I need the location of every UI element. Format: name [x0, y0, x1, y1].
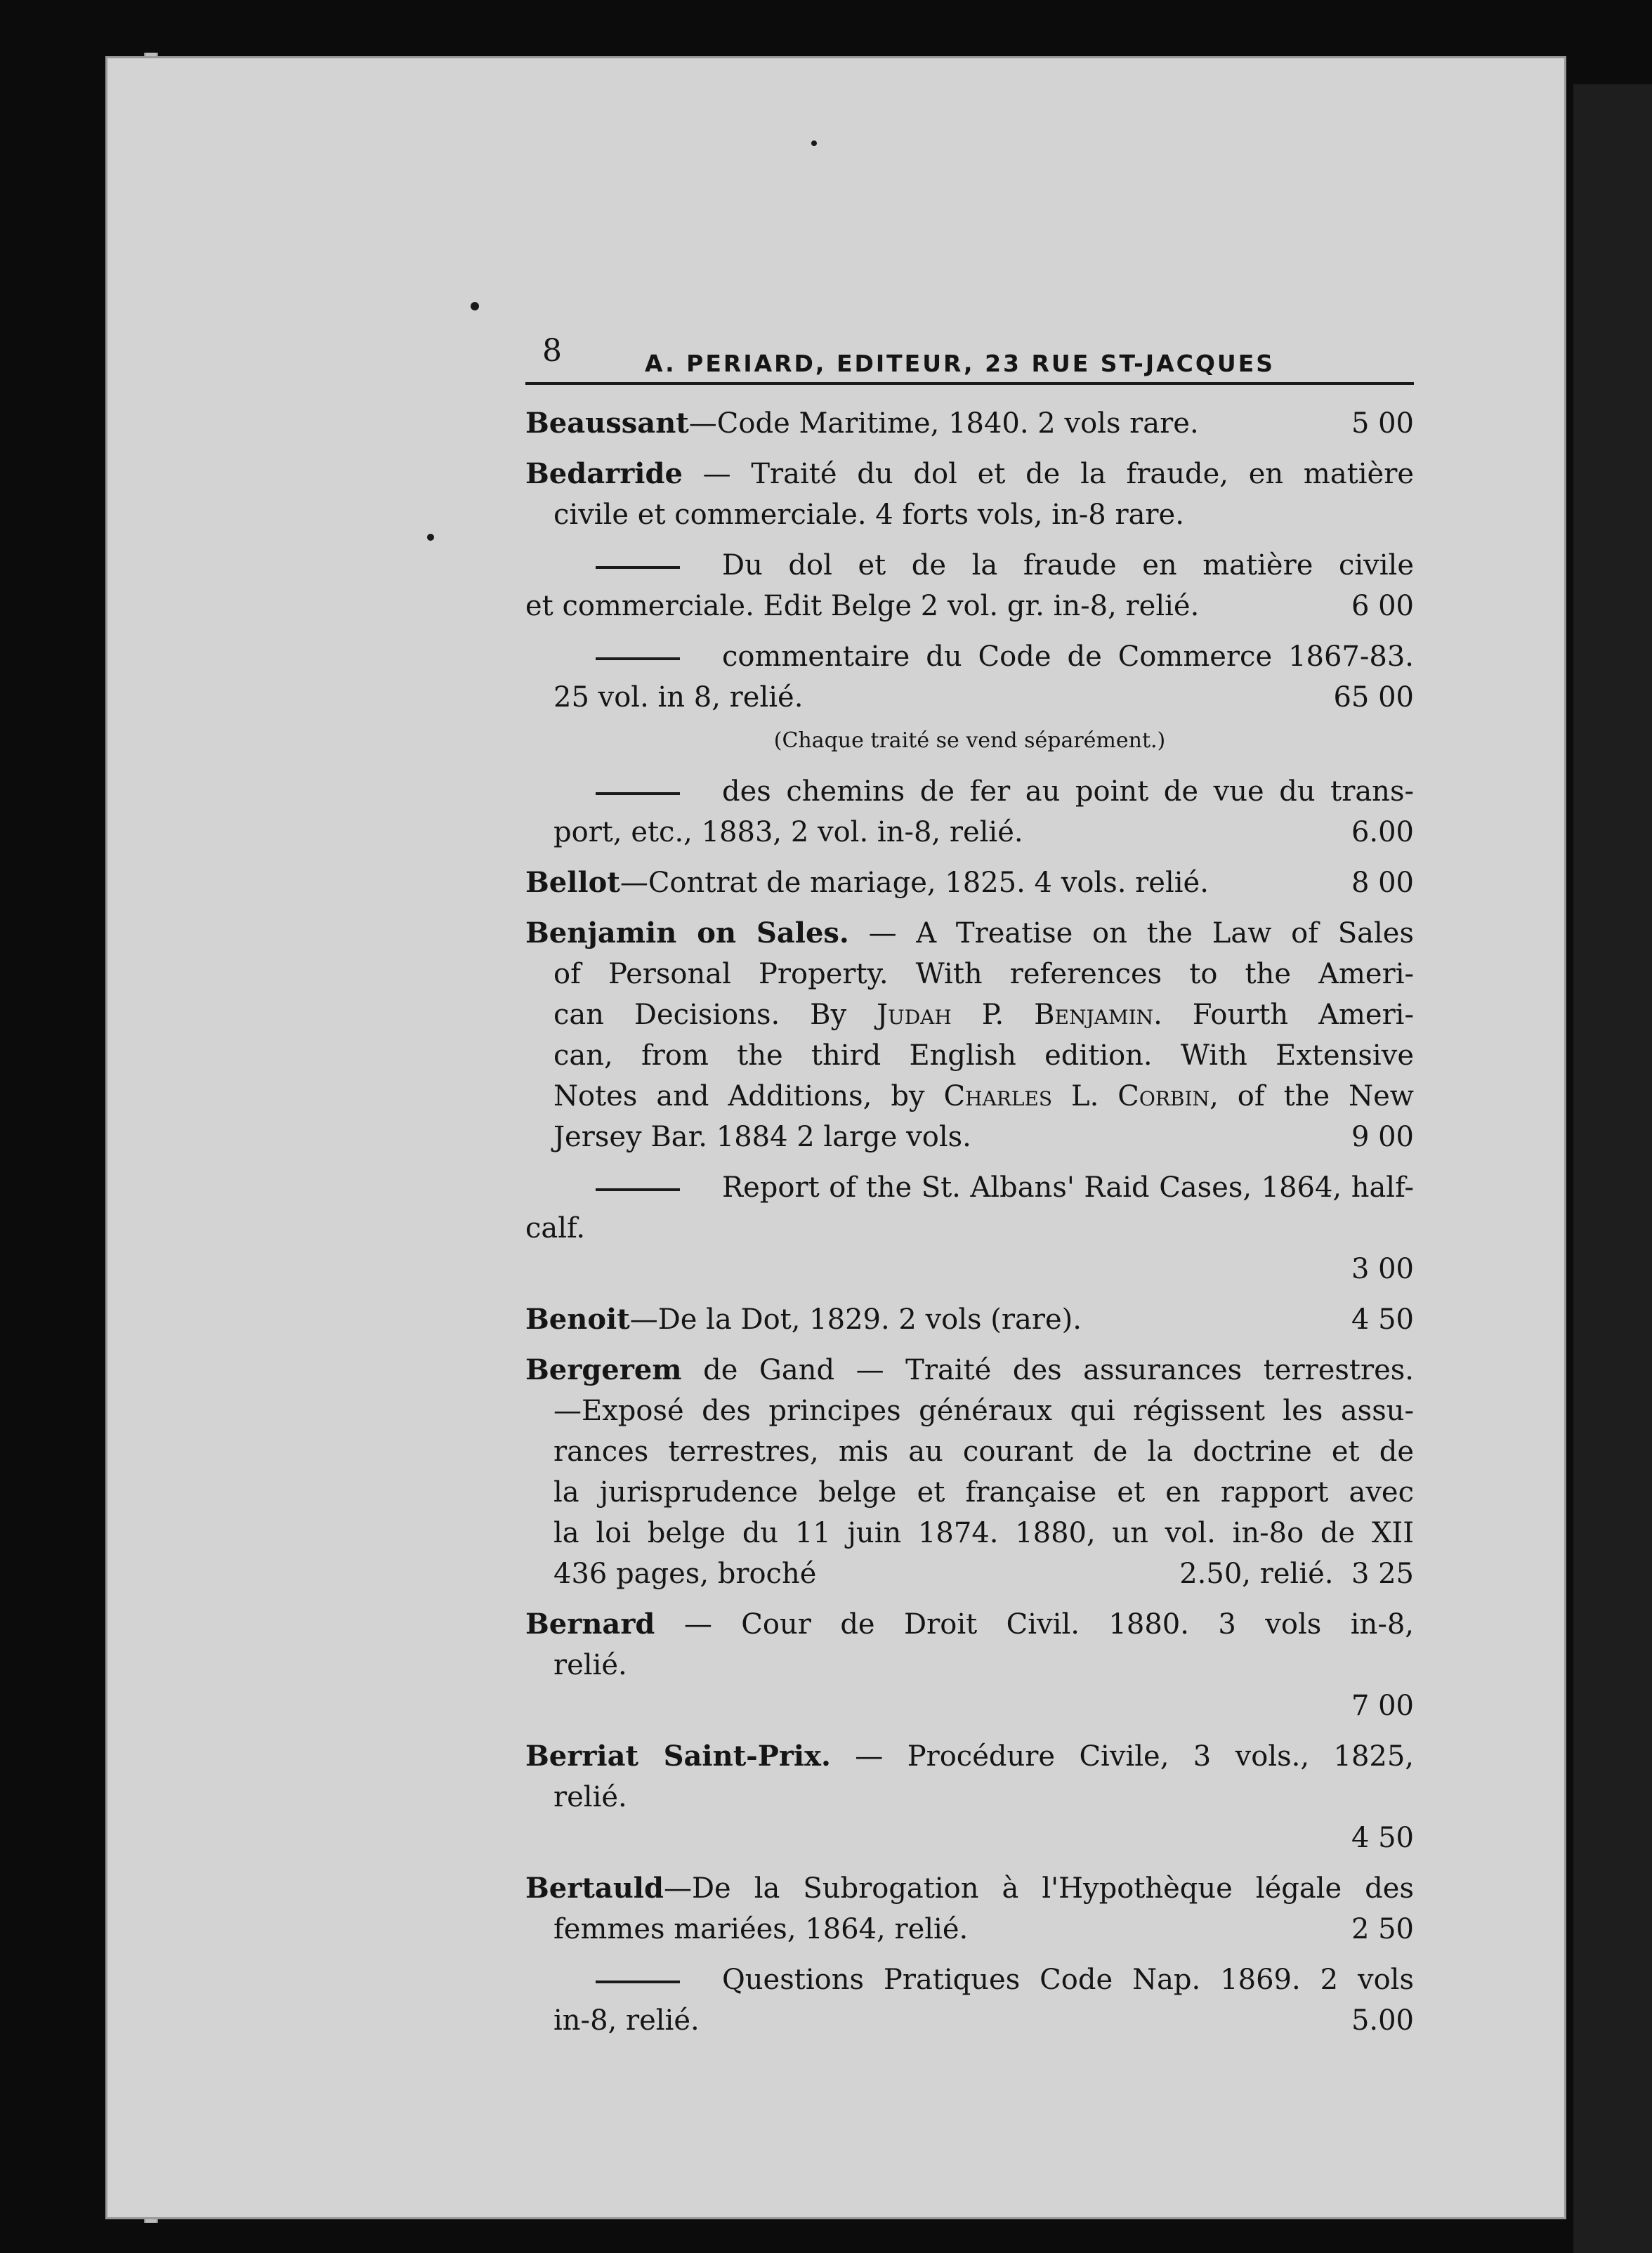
catalog-entry-bedarride-commentaire [525, 636, 1414, 761]
entry-price: 65 00 [1333, 681, 1414, 714]
entry-author: Bedarride [525, 457, 683, 490]
facing-page-edge [1573, 84, 1652, 2253]
entry-text: can Decisions. By [553, 999, 877, 1031]
entry-text: Report of the St. Albans' Raid Cases, 1864, half- [722, 1171, 1414, 1204]
print-speck [811, 140, 817, 146]
entry-text: Questions Pratiques Code Nap. 1869. 2 vols [722, 1964, 1414, 1996]
catalog-entry-bellot [525, 862, 1414, 903]
catalog-entry-beaussant [525, 403, 1414, 444]
entry-note: (Chaque traité se vend séparément.) [773, 728, 1166, 753]
entry-text: — A Treatise on the Law of Sales [848, 917, 1415, 950]
entry-author: Bergerem [525, 1353, 682, 1386]
catalog-entry-bedarride-dol [525, 545, 1414, 626]
catalog-entry-bedarride-chemins [525, 771, 1414, 853]
entry-price: 9 00 [1351, 1121, 1414, 1153]
entry-price-broche: 2.50, relié. [1179, 1558, 1334, 1590]
entry-author: Bernard [525, 1608, 655, 1641]
catalog-entry-benjamin [525, 913, 1414, 1157]
entry-author: Benoit [525, 1303, 630, 1336]
entry-text: —Exposé des principes généraux qui régissent les assu- [553, 1395, 1414, 1427]
entry-author-name: Charles L. Corbin [943, 1080, 1210, 1112]
catalog-entry-bergerem [525, 1350, 1414, 1594]
entry-price: 2 50 [1351, 1913, 1414, 1945]
entry-text: —Code Maritime, 1840. 2 vols rare. [688, 407, 1199, 440]
catalog-entry-benjamin-st-albans [525, 1167, 1414, 1289]
entry-price: 6 00 [1351, 590, 1414, 622]
catalog-entry-bedarride [525, 454, 1414, 535]
print-speck [427, 534, 434, 541]
entry-text: des chemins de fer au point de vue du trans- [722, 775, 1414, 808]
print-speck [471, 302, 479, 310]
entry-price: 4 50 [1351, 1822, 1414, 1854]
entry-price: 7 00 [1351, 1690, 1414, 1722]
ditto-rule [596, 1188, 680, 1191]
entry-price: 3 25 [1351, 1558, 1414, 1590]
entry-author: Beaussant [525, 407, 689, 440]
running-head [525, 330, 1414, 385]
entry-author: Bellot [525, 866, 620, 899]
entry-text: in-8, relié. [553, 2004, 700, 2037]
ditto-rule [596, 1981, 680, 1983]
entry-price: 3 00 [1351, 1253, 1414, 1285]
ditto-rule [596, 657, 680, 660]
entry-text: of Personal Property. With references to the Ameri- [553, 958, 1414, 990]
entry-text: Notes and Additions, by [553, 1080, 944, 1112]
entry-text: —Contrat de mariage, 1825. 4 vols. relié. [620, 867, 1209, 899]
catalog-entries [525, 403, 1414, 2041]
entry-text: relié. [553, 1781, 627, 1813]
entry-text: can, from the third English edition. With Extensive [553, 1039, 1414, 1072]
entry-text: relié. [553, 1649, 627, 1681]
entry-text: civile et commerciale. 4 forts vols, in-8 rare. [553, 499, 1184, 531]
entry-text: commentaire du Code de Commerce 1867-83. [722, 641, 1414, 673]
ditto-rule [596, 566, 680, 569]
entry-text: 436 pages, broché [553, 1558, 817, 1590]
entry-text: Jersey Bar. 1884 2 large vols. [553, 1121, 971, 1153]
catalog-entry-bernard [525, 1604, 1414, 1726]
publisher-header: A. PERIARD, EDITEUR, 23 RUE ST-JACQUES [645, 350, 1276, 377]
entry-text: rances terrestres, mis au courant de la doctrine et de [553, 1436, 1414, 1468]
entry-text: la loi belge du 11 juin 1874. 1880, un vol. in-8o de XII [553, 1517, 1414, 1549]
entry-price: 5 00 [1351, 407, 1414, 440]
entry-text: — Cour de Droit Civil. 1880. 3 vols in-8, [655, 1608, 1414, 1641]
entry-text: . Fourth Ameri- [1153, 999, 1414, 1031]
entry-text: Du dol et de la fraude en matière civile [722, 549, 1414, 582]
entry-text: et commerciale. Edit Belge 2 vol. gr. in-8, relié. [525, 590, 1200, 622]
entry-text: port, etc., 1883, 2 vol. in-8, relié. [553, 816, 1023, 848]
entry-price: 4 50 [1351, 1303, 1414, 1336]
page-content [525, 330, 1414, 2041]
entry-text: —De la Dot, 1829. 2 vols (rare). [629, 1303, 1082, 1336]
entry-text: — Procédure Civile, 3 vols., 1825, [830, 1740, 1415, 1773]
catalog-entry-benoit [525, 1299, 1414, 1340]
entry-text: 25 vol. in 8, relié. [553, 681, 804, 714]
catalog-entry-berriat-saint-prix [525, 1736, 1414, 1858]
entry-text: — Traité du dol et de la fraude, en matière [682, 458, 1414, 490]
ditto-rule [596, 792, 680, 795]
entry-author: Bertauld [525, 1872, 664, 1905]
catalog-entry-bertauld-questions [525, 1959, 1414, 2041]
entry-author-name: Judah P. Benjamin [877, 999, 1154, 1031]
page-number: 8 [542, 333, 562, 369]
entry-price: 8 00 [1351, 867, 1414, 899]
entry-price: 5.00 [1351, 2004, 1414, 2037]
entry-text: de Gand — Traité des assurances terrestres. [681, 1354, 1414, 1386]
entry-text: femmes mariées, 1864, relié. [553, 1913, 969, 1945]
catalog-entry-bertauld [525, 1868, 1414, 1950]
entry-price: 6.00 [1351, 816, 1414, 848]
entry-text: , of the New [1210, 1080, 1414, 1112]
entry-author: Berriat Saint-Prix. [525, 1740, 831, 1773]
entry-text: —De la Subrogation à l'Hypothèque légale des [663, 1872, 1414, 1905]
entry-author: Benjamin on Sales. [525, 917, 849, 950]
entry-text: calf. [525, 1212, 586, 1244]
entry-text: la jurisprudence belge et française et en rapport avec [553, 1476, 1414, 1509]
